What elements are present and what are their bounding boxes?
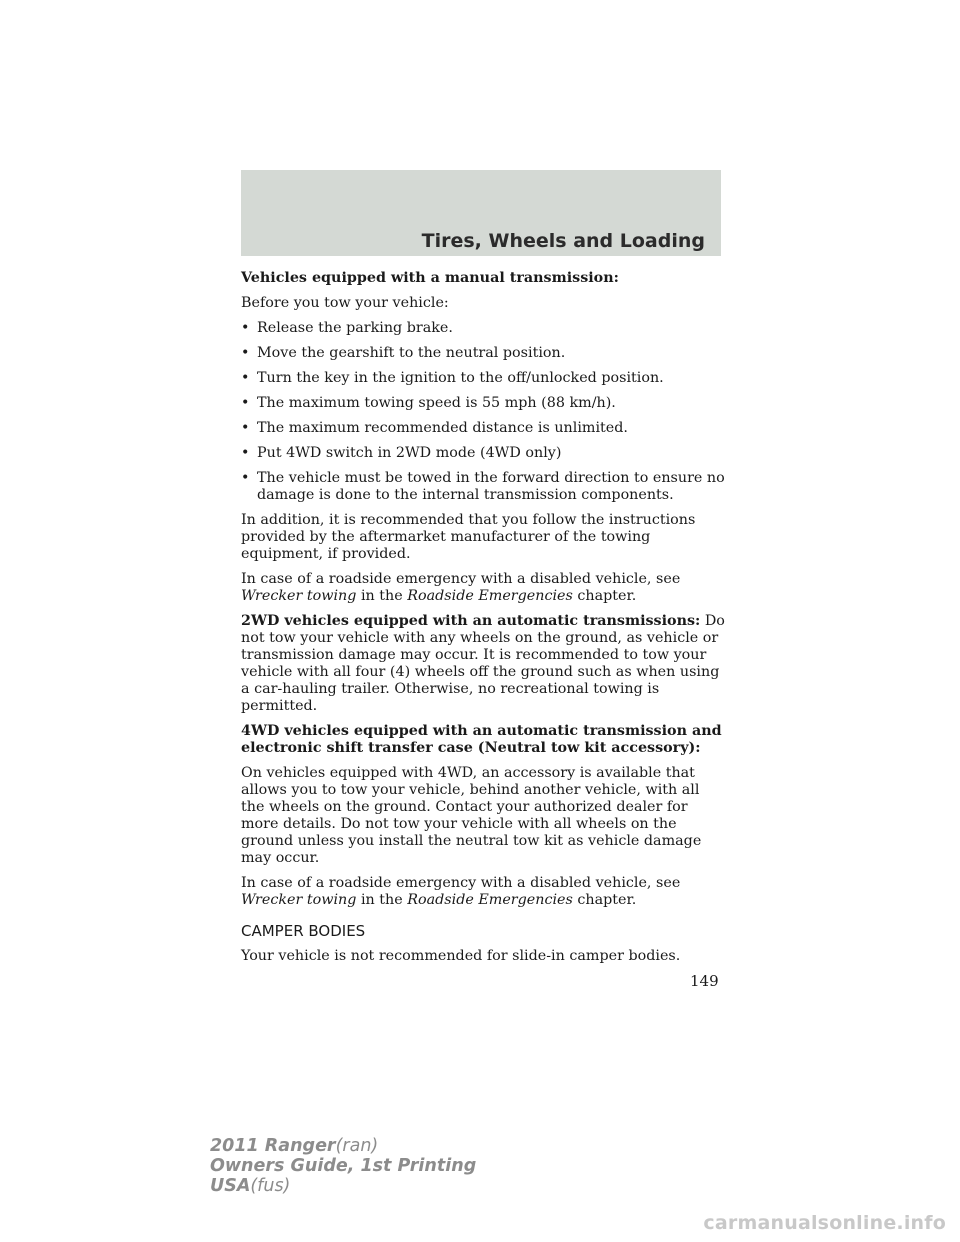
bullet-icon: • (241, 420, 250, 436)
auto-2wd-heading: 2WD vehicles equipped with an automatic transmissions: (241, 613, 701, 629)
document-footer: 2011 Ranger(ran) Owners Guide, 1st Printing USA(fus) (210, 1136, 477, 1196)
section-title: Tires, Wheels and Loading (421, 230, 705, 252)
list-item: • Release the parking brake. (241, 320, 453, 336)
page-number: 149 (690, 972, 719, 990)
bullet-icon: • (241, 320, 250, 336)
roadside-chapter-link-2[interactable]: Roadside Emergencies (407, 892, 573, 908)
camper-bodies-heading: CAMPER BODIES (241, 922, 366, 940)
roadside-reference-2: In case of a roadside emergency with a disabled vehicle, see Wrecker towing in the Roadside Emergencies chapter. (241, 875, 681, 908)
manual-intro: Before you tow your vehicle: (241, 295, 449, 311)
wrecker-towing-link-2[interactable]: Wrecker towing (241, 892, 357, 908)
list-item: • The maximum recommended distance is unlimited. (241, 420, 628, 436)
roadside-reference: In case of a roadside emergency with a disabled vehicle, see Wrecker towing in the Roadside Emergencies chapter. (241, 571, 681, 604)
list-item: • Turn the key in the ignition to the off/unlocked position. (241, 370, 664, 386)
auto-4wd-heading: 4WD vehicles equipped with an automatic transmission and electronic shift transfer case (Neutral tow kit accessory): (241, 723, 722, 756)
towing-steps-list (241, 320, 725, 504)
watermark: carmanualsonline.info (703, 1212, 946, 1234)
bullet-icon: • (241, 395, 250, 411)
roadside-chapter-link[interactable]: Roadside Emergencies (407, 588, 573, 604)
page-content (241, 270, 725, 973)
bullet-icon: • (241, 345, 250, 361)
aftermarket-recommendation: In addition, it is recommended that you follow the instructions provided by the aftermarket manufacturer of the towing equipment, if provided. (241, 512, 696, 562)
wrecker-towing-link[interactable]: Wrecker towing (241, 588, 357, 604)
camper-bodies-text: Your vehicle is not recommended for slide-in camper bodies. (241, 948, 681, 964)
list-item: • Move the gearshift to the neutral position. (241, 345, 566, 361)
list-item: • The vehicle must be towed in the forward direction to ensure no damage is done to the internal transmission components. (241, 470, 725, 503)
bullet-icon: • (241, 370, 250, 386)
list-item: • Put 4WD switch in 2WD mode (4WD only) (241, 445, 562, 461)
bullet-icon: • (241, 470, 250, 486)
bullet-icon: • (241, 445, 250, 461)
auto-4wd-text: On vehicles equipped with 4WD, an accessory is available that allows you to tow your vehicle, behind another vehicle, with all the wheels on the ground. Contact your authorized dealer for more details. Do not tow your vehicle with all wheels on the ground unless you install the neutral tow kit as vehicle damage may occur. (241, 765, 702, 866)
auto-2wd-paragraph: 2WD vehicles equipped with an automatic transmissions: Do not tow your vehicle with any wheels on the ground, as vehicle or transmission damage may occur. It is recommended to tow your vehicle with all four (4) wheels off the ground such as when using a car-hauling trailer. Otherwise, no recreational towing is permitted. (241, 613, 725, 714)
list-item: • The maximum towing speed is 55 mph (88 km/h). (241, 395, 616, 411)
manual-transmission-heading: Vehicles equipped with a manual transmission: (241, 270, 619, 286)
section-header-band (241, 170, 721, 256)
